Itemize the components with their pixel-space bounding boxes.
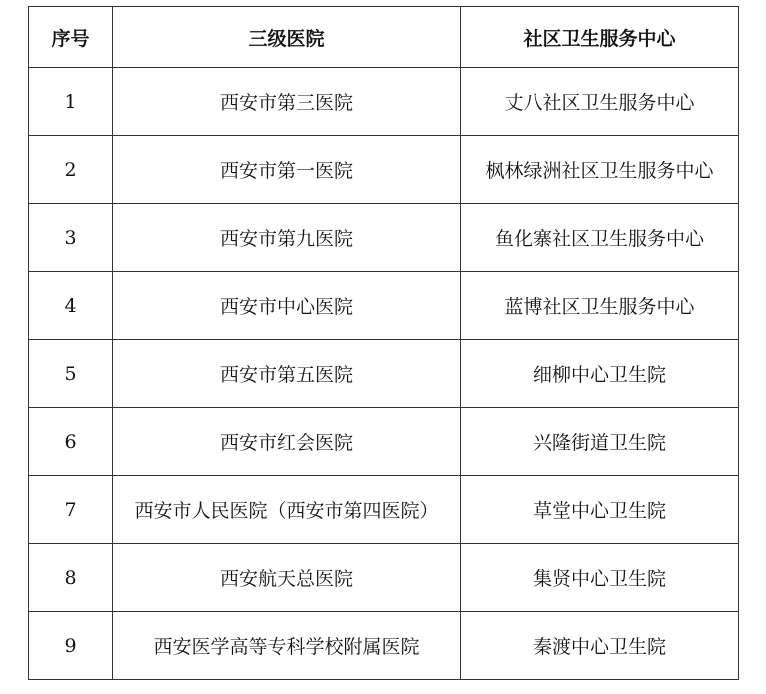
- table-row: [29, 136, 739, 204]
- health-center-cell: 鱼化寨社区卫生服务中心: [461, 204, 739, 272]
- hospital-cell: 西安市人民医院（西安市第四医院）: [113, 476, 461, 544]
- header-serial-number: 序号: [29, 7, 113, 68]
- serial-number-cell: 1: [29, 68, 113, 136]
- health-center-cell: 枫林绿洲社区卫生服务中心: [461, 136, 739, 204]
- serial-number-cell: 3: [29, 204, 113, 272]
- serial-number-cell: 6: [29, 408, 113, 476]
- hospital-cell: 西安市第一医院: [113, 136, 461, 204]
- table-row: [29, 272, 739, 340]
- health-center-cell: 丈八社区卫生服务中心: [461, 68, 739, 136]
- table-row: [29, 204, 739, 272]
- serial-number-cell: 7: [29, 476, 113, 544]
- hospital-cell: 西安市第三医院: [113, 68, 461, 136]
- serial-number-cell: 5: [29, 340, 113, 408]
- table-row: [29, 68, 739, 136]
- health-center-cell: 蓝博社区卫生服务中心: [461, 272, 739, 340]
- hospital-cell: 西安市中心医院: [113, 272, 461, 340]
- hospital-cell: 西安市红会医院: [113, 408, 461, 476]
- table-row: [29, 544, 739, 612]
- hospital-cell: 西安市第九医院: [113, 204, 461, 272]
- serial-number-cell: 8: [29, 544, 113, 612]
- hospital-cell: 西安医学高等专科学校附属医院: [113, 612, 461, 680]
- header-tertiary-hospital: 三级医院: [113, 7, 461, 68]
- hospital-cell: 西安市第五医院: [113, 340, 461, 408]
- health-center-cell: 秦渡中心卫生院: [461, 612, 739, 680]
- serial-number-cell: 2: [29, 136, 113, 204]
- table-row: [29, 612, 739, 680]
- health-center-cell: 草堂中心卫生院: [461, 476, 739, 544]
- serial-number-cell: 9: [29, 612, 113, 680]
- health-center-cell: 兴隆街道卫生院: [461, 408, 739, 476]
- header-community-health-center: 社区卫生服务中心: [461, 7, 739, 68]
- table-row: [29, 408, 739, 476]
- hospital-pairing-table: [28, 6, 739, 680]
- hospital-cell: 西安航天总医院: [113, 544, 461, 612]
- health-center-cell: 集贤中心卫生院: [461, 544, 739, 612]
- table-row: [29, 476, 739, 544]
- serial-number-cell: 4: [29, 272, 113, 340]
- table-body: [29, 68, 739, 680]
- table-header: [29, 7, 739, 68]
- header-row: [29, 7, 739, 68]
- table-row: [29, 340, 739, 408]
- health-center-cell: 细柳中心卫生院: [461, 340, 739, 408]
